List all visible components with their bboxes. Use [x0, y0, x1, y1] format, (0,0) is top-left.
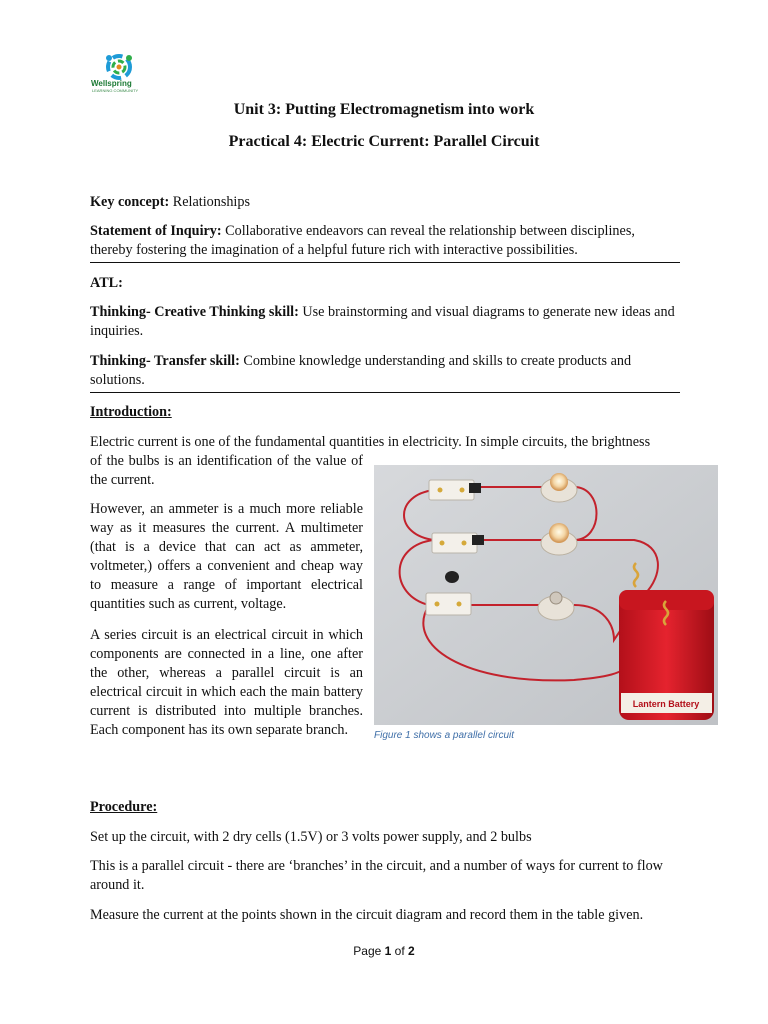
figure-caption: Figure 1 shows a parallel circuit [374, 730, 515, 741]
thinking-transfer-label: Thinking- Transfer skill: [90, 353, 240, 369]
page-subtitle: Practical 4: Electric Current: Parallel Circuit [228, 133, 540, 150]
key-concept [90, 193, 680, 212]
statement-label: Statement of Inquiry: [90, 223, 222, 239]
intro-paragraph-3: A series circuit is an electrical circuit in which components are connected in a line, one after the other, whereas a parallel circuit is an electrical circuit in which each the main battery current is distributed into multiple branches. Each component has its own separate branch. [90, 627, 363, 738]
procedure-paragraph-2: This is a parallel circuit - there are ‘branches’ in the circuit, and a number of ways for current to flow around it. [90, 858, 663, 893]
thinking-transfer [90, 352, 680, 390]
procedure-paragraph-3: Measure the current at the points shown in the circuit diagram and record them in the table given. [90, 907, 644, 923]
logo-subtitle: LEARNING COMMUNITY [92, 88, 139, 93]
introduction-heading: Introduction: [90, 404, 172, 420]
parallel-circuit-photo [374, 465, 718, 725]
page-total: 2 [408, 944, 415, 958]
thinking-creative [90, 303, 680, 341]
logo-name: Wellspring [91, 79, 132, 88]
thinking-creative-value: Use brainstorming and visual diagrams to generate new ideas and inquiries. [90, 304, 675, 339]
key-concept-label: Key concept: [90, 194, 170, 210]
thinking-transfer-value: Combine knowledge understanding and skills to create products and solutions. [90, 353, 632, 388]
statement-value: Collaborative endeavors can reveal the relationship between disciplines, thereby fostering the imagination of a helpful future rich with interactive possibilities. [90, 223, 635, 258]
intro-paragraph-2: However, an ammeter is a much more reliable way as it measures the current. A multimeter (that is a device that can act as ammeter, voltmeter,) offers a convenient and cheap way to measure a range of important electrical quantities such as current, voltage. [90, 501, 363, 612]
page-of: of [391, 944, 409, 958]
page-number [0, 944, 768, 958]
intro-paragraph-1-rest: of the bulbs is an identification of the value of the current. [90, 453, 363, 488]
divider [90, 262, 680, 263]
atl-heading [90, 274, 680, 293]
intro-paragraph-1-line: Electric current is one of the fundamental quantities in electricity. In simple circuits, the brightness [90, 434, 651, 450]
page-current: 1 [384, 944, 392, 958]
atl-heading-text: ATL: [90, 275, 123, 291]
page-label: Page [353, 944, 385, 958]
procedure-paragraph-1: Set up the circuit, with 2 dry cells (1.5V) or 3 volts power supply, and 2 bulbs [90, 829, 532, 845]
page-title: Unit 3: Putting Electromagnetism into work [233, 101, 535, 118]
thinking-creative-label: Thinking- Creative Thinking skill: [90, 304, 299, 320]
procedure-heading: Procedure: [90, 799, 158, 815]
battery-label: Lantern Battery [632, 699, 700, 709]
statement-of-inquiry [90, 222, 680, 260]
key-concept-value: Relationships [169, 194, 250, 210]
divider [90, 392, 680, 393]
